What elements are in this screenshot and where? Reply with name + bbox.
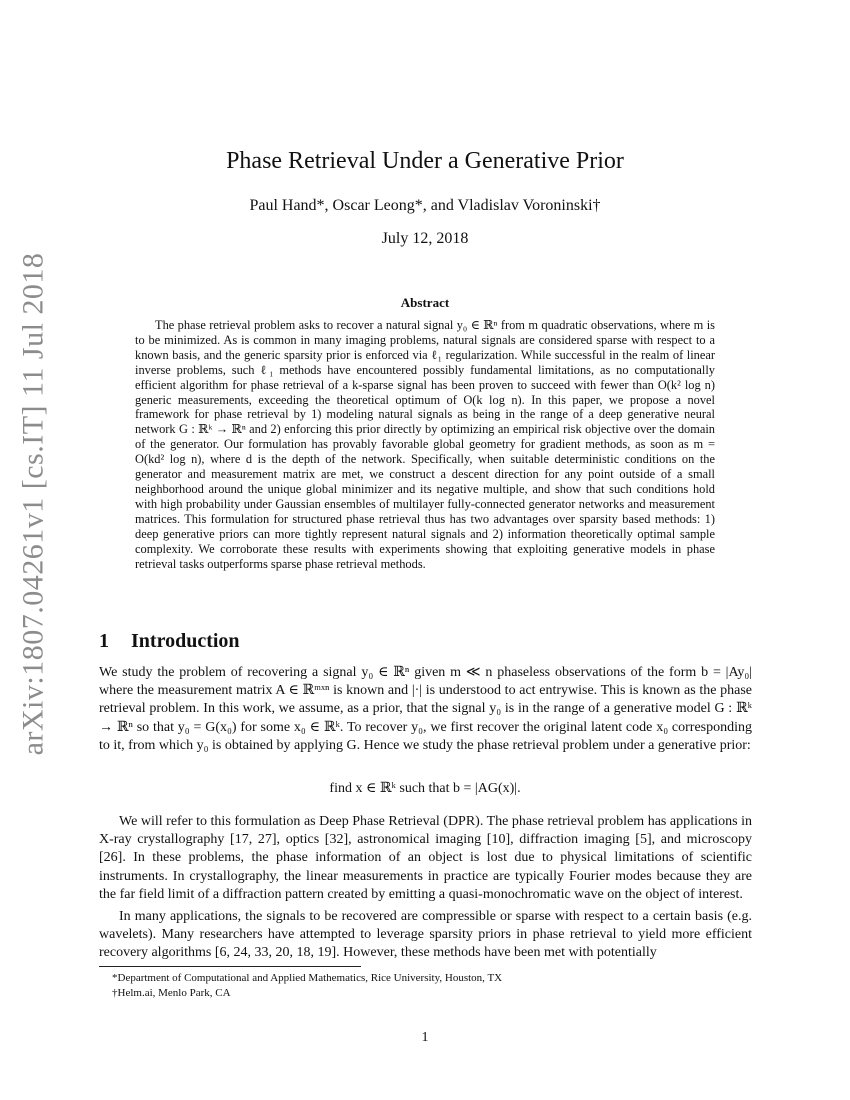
display-equation: find x ∈ ℝᵏ such that b = |AG(x)|. (329, 781, 521, 796)
arxiv-watermark (10, 252, 56, 756)
section-number: 1 (99, 630, 109, 652)
intro-paragraph-1: We study the problem of recovering a signal y₀ ∈ ℝⁿ given m ≪ n phaseless observations of the form b = |Ay₀| where the measurement matrix A ∈ ℝᵐˣⁿ is known and |·| is understood to act entrywise. This is known as the phase retrieval problem. In this work, we assume, as a prior, that the signal y₀ is in the range of a generative model G : ℝᵏ → ℝⁿ so that y₀ = G(x₀) for some x₀ ∈ ℝᵏ. To recover y₀, we first recover the original latent code x₀ corresponding to it, from which y₀ is obtained by applying G. Hence we study the phase retrieval problem under a generative prior: (99, 665, 752, 753)
paper-title: Phase Retrieval Under a Generative Prior (226, 148, 624, 174)
intro-paragraph-3: In many applications, the signals to be recovered are compressible or sparse with respect to a certain basis (e.g. wavelets). Many researchers have attempted to leverage sparsity priors in phase retrieval to yield more efficient recovery algorithms [6, 24, 33, 20, 18, 19]. However, these methods have been met with potentially (99, 909, 752, 961)
arxiv-id: arXiv:1807.04261v1 [cs.IT] 11 Jul 2018 (16, 252, 50, 756)
footnote-1: *Department of Computational and Applied Mathematics, Rice University, Houston, TX (112, 972, 503, 984)
abstract-heading: Abstract (400, 295, 450, 310)
intro-paragraph-2: We will refer to this formulation as Deep Phase Retrieval (DPR). The phase retrieval problem has applications in X-ray crystallography [17, 27], optics [32], astronomical imaging [10], diffraction imaging [5], and microscopy [26]. In these problems, the phase information of an object is lost due to physical limitations of scientific instruments. In crystallography, the linear measurements in practice are typically Fourier modes because they are the far field limit of a diffraction pattern created by emitting a quasi-monochromatic wave on the object of interest. (99, 814, 752, 902)
abstract-text: The phase retrieval problem asks to recover a natural signal y₀ ∈ ℝⁿ from m quadratic observations, where m is to be minimized. As is common in many imaging problems, natural signals are considered sparse with respect to a known basis, and the generic sparsity prior is enforced via ℓ₁ regularization. While successful in the realm of linear inverse problems, such ℓ₁ methods have encountered possibly fundamental limitations, as no computationally efficient algorithm for phase retrieval of a k-sparse signal has been proven to succeed with fewer than O(k² log n) generic measurements, exceeding the theoretical optimum of O(k log n). In this paper, we propose a novel framework for phase retrieval by 1) modeling natural signals as being in the range of a deep generative neural network G : ℝᵏ → ℝⁿ and 2) enforcing this prior directly by optimizing an empirical risk objective over the domain of the generator. Our formulation has provably favorable global geometry for gradient methods, as soon as m = O(kd² log n), where d is the depth of the network. Specifically, when suitable deterministic conditions on the generator and measurement matrix are met, we construct a descent direction for any point outside of a small neighborhood around the unique global minimizer and its negative multiple, and show that such conditions hold with high probability under Gaussian ensembles of multilayer fully-connected generator networks and measurement matrices. This formulation for structured phase retrieval thus has two advantages over sparsity based methods: 1) deep generative priors can more tightly represent natural signals and 2) information theoretically optimal sample complexity. We corroborate these results with experiments showing that exploiting generative models in phase retrieval tasks outperforms sparse phase retrieval methods. (135, 318, 715, 571)
paper-authors: Paul Hand*, Oscar Leong*, and Vladislav Voroninski† (249, 197, 601, 214)
section-title: Introduction (131, 630, 240, 652)
footnote-2: †Helm.ai, Menlo Park, CA (112, 987, 231, 999)
section-heading (99, 630, 240, 653)
footnote-rule (99, 966, 361, 967)
paper-date: July 12, 2018 (381, 230, 469, 247)
page-number: 1 (421, 1030, 429, 1045)
